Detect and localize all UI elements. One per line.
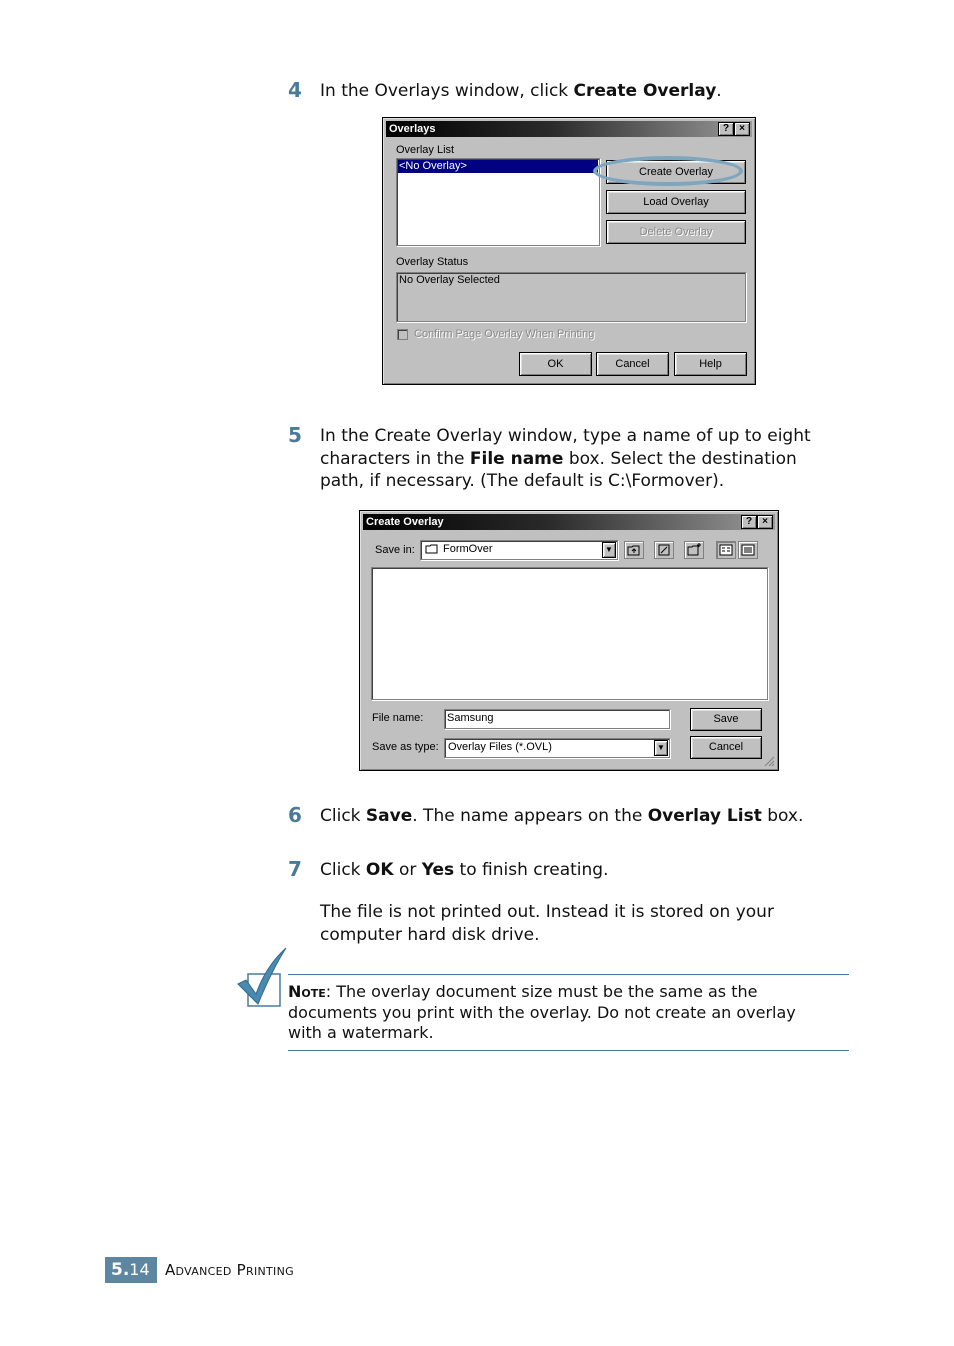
list-view-icon[interactable] — [716, 541, 736, 559]
step-bold: Yes — [421, 860, 455, 880]
step-number: 4 — [288, 78, 302, 102]
note-line-1 — [288, 982, 848, 1003]
folder-icon — [425, 543, 439, 558]
confirm-label: Confirm Page Overlay When Printing — [414, 328, 595, 340]
step-line: In the Create Overlay window, type a name of up to eight — [320, 426, 811, 446]
create-overlay-dialog — [359, 510, 779, 771]
section-title: Advanced Printing — [165, 1261, 294, 1279]
cancel-button[interactable]: Cancel — [690, 736, 762, 759]
overlays-dialog — [382, 117, 756, 385]
step-text: or — [393, 860, 422, 880]
step-text: Click — [320, 860, 366, 880]
ok-button[interactable]: OK — [519, 352, 592, 376]
chevron-down-icon[interactable]: ▼ — [602, 542, 616, 558]
save-in-dropdown[interactable] — [420, 540, 618, 560]
save-as-type-value: Overlay Files (*.OVL) — [448, 741, 552, 753]
step-text: . — [716, 81, 722, 101]
overlay-status-label: Overlay Status — [396, 256, 469, 268]
file-name-label: File name: — [372, 712, 424, 724]
resize-grip-icon[interactable] — [763, 755, 775, 767]
dialog-title: Overlays — [389, 123, 436, 135]
note-line-text: : The overlay document size must be the same as the — [325, 982, 758, 1001]
save-in-label: Save in: — [375, 544, 415, 556]
page-number: 14 — [129, 1260, 150, 1279]
file-name-input[interactable] — [444, 709, 670, 729]
step-line: The file is not printed out. Instead it is stored on your — [320, 902, 774, 922]
help-button[interactable]: Help — [674, 352, 747, 376]
up-folder-icon[interactable] — [624, 541, 644, 559]
chevron-down-icon[interactable]: ▼ — [654, 740, 668, 756]
checkmark-icon — [236, 946, 288, 1010]
save-in-value: FormOver — [443, 543, 493, 555]
chapter-number: 5. — [111, 1260, 130, 1280]
step-line: path, if necessary. (The default is C:\Formover). — [320, 471, 725, 491]
load-overlay-button[interactable]: Load Overlay — [606, 190, 746, 214]
step-number: 5 — [288, 423, 302, 447]
step-4-text — [320, 80, 722, 103]
create-overlay-titlebar — [363, 514, 775, 530]
new-folder-icon[interactable] — [684, 541, 704, 559]
overlay-list-label: Overlay List — [396, 144, 455, 156]
save-button[interactable]: Save — [690, 708, 762, 731]
details-view-icon[interactable] — [738, 541, 758, 559]
dialog-title: Create Overlay — [366, 516, 444, 528]
close-icon[interactable]: × — [734, 122, 750, 136]
step-line — [320, 448, 860, 471]
close-icon[interactable]: × — [757, 515, 773, 529]
cancel-button[interactable]: Cancel — [596, 352, 669, 376]
note-label: Note — [288, 982, 326, 1001]
desktop-icon[interactable] — [654, 541, 674, 559]
step-number: 7 — [288, 857, 302, 881]
delete-overlay-button[interactable]: Delete Overlay — [606, 220, 746, 244]
step-bold: File name — [469, 448, 564, 469]
file-browser-area[interactable] — [371, 567, 768, 700]
step-text: box. Select the destination — [563, 448, 797, 469]
step-text: box. — [761, 806, 804, 826]
step-number: 6 — [288, 803, 302, 827]
note-line-2: documents you print with the overlay. Do not create an overlay — [288, 1002, 796, 1022]
file-name-value: Samsung — [447, 712, 494, 724]
note-text — [288, 982, 848, 1044]
highlight-ring — [593, 156, 743, 186]
step-text: . The name appears on the — [412, 806, 648, 826]
help-icon[interactable]: ? — [741, 515, 757, 529]
step-line: computer hard disk drive. — [320, 924, 540, 945]
step-bold: OK — [365, 860, 394, 880]
step-bold: Overlay List — [647, 806, 762, 826]
note-top-rule — [288, 974, 849, 975]
page-number-badge — [105, 1257, 157, 1283]
save-as-type-label: Save as type: — [372, 741, 439, 753]
step-7-detail — [320, 901, 774, 946]
step-text: Click — [320, 806, 366, 826]
overlays-titlebar — [386, 121, 752, 137]
note-line-3: with a watermark. — [288, 1023, 434, 1042]
step-text: characters in the — [320, 448, 470, 469]
confirm-checkbox[interactable] — [397, 329, 408, 340]
step-7-text — [320, 859, 608, 882]
save-as-type-dropdown[interactable] — [444, 738, 670, 758]
create-overlay-button[interactable]: Create Overlay — [606, 160, 746, 184]
list-item[interactable]: <No Overlay> — [398, 160, 598, 173]
overlay-list[interactable] — [396, 158, 600, 246]
step-5-text — [320, 425, 860, 493]
step-text: In the Overlays window, click — [320, 81, 574, 101]
step-text: to finish creating. — [454, 860, 609, 880]
step-bold: Save — [365, 806, 413, 826]
help-icon[interactable]: ? — [718, 122, 734, 136]
note-bottom-rule — [288, 1050, 849, 1051]
step-6-text — [320, 805, 803, 828]
step-bold: Create Overlay — [573, 81, 717, 101]
overlay-status-box — [396, 272, 746, 322]
status-text: No Overlay Selected — [399, 274, 500, 286]
